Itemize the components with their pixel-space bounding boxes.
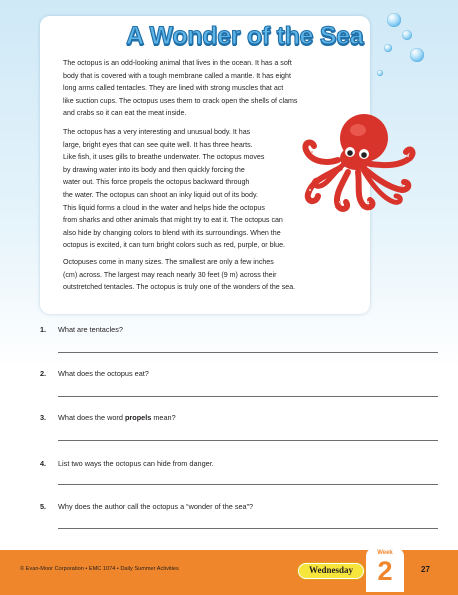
text-line: Octopuses come in many sizes. The smallest are only a few inches [63, 258, 274, 266]
text-line: large, bright eyes that can see quite well. It has three hearts. [63, 140, 253, 149]
day-badge: Wednesday [298, 563, 364, 579]
question-4 [40, 459, 214, 468]
question-text: What does the word [58, 413, 125, 422]
bubble-icon [402, 30, 412, 40]
text-line: octopus is excited, it can turn bright colors such as red, purple, or blue. [63, 241, 285, 250]
question-text-end: mean? [151, 413, 176, 422]
week-label: Week [377, 550, 393, 556]
answer-line-1[interactable] [58, 352, 438, 353]
text-line: body that is covered with a tough membrane called a mantle. It has eight [63, 71, 291, 80]
question-number: 4. [40, 459, 47, 468]
text-line: outstretched tentacles. The octopus is truly one of the wonders of the sea. [63, 283, 296, 292]
text-line: water out. This force propels the octopus backward through [63, 178, 250, 187]
question-number: 1. [40, 325, 47, 334]
text-line: Like fish, it uses gills to breathe underwater. The octopus moves [63, 153, 265, 162]
copyright-text: © Evan-Moor Corporation • EMC 1074 • Daily Summer Activities [20, 566, 179, 572]
text-line: This liquid forms a cloud in the water and helps hide the octopus [63, 203, 265, 212]
text-line: also hide by changing colors to blend with its surroundings. When the [63, 228, 281, 237]
text-line: the water. The octopus can shoot an inky liquid out of its body. [63, 190, 258, 199]
bubble-icon [384, 44, 392, 52]
question-text: What are tentacles? [58, 325, 123, 334]
text-line: (cm) across. The largest may reach nearly 30 feet (9 m) across their [63, 270, 277, 279]
answer-line-5[interactable] [58, 528, 438, 529]
question-2 [40, 369, 149, 378]
article-title: A Wonder of the Sea [126, 22, 364, 50]
vocab-word: propels [124, 413, 152, 422]
week-number: 2 [377, 556, 393, 586]
question-number: 3. [40, 413, 47, 422]
question-text: List two ways the octopus can hide from danger. [58, 459, 214, 468]
answer-line-3[interactable] [58, 440, 438, 441]
paragraph-2 [63, 126, 285, 252]
question-1 [40, 325, 123, 334]
answer-line-2[interactable] [58, 396, 438, 397]
question-number: 2. [40, 369, 47, 378]
question-5 [40, 502, 253, 511]
text-line: like suction cups. The octopus uses them to crack open the shells of clams [63, 96, 298, 105]
question-text: What does the octopus eat? [58, 369, 149, 378]
question-3 [40, 413, 176, 422]
paragraph-3 [63, 256, 295, 294]
bubble-icon [387, 13, 401, 27]
bubble-icon [377, 70, 383, 76]
text-line: long arms called tentacles. They are lined with strong muscles that act [63, 84, 284, 93]
bubble-icon [410, 48, 424, 62]
text-line: from sharks and other animals that might try to eat it. The octopus can [63, 216, 283, 225]
octopus-icon [298, 110, 426, 214]
paragraph-1 [63, 57, 297, 120]
text-line: and crabs so it can eat the meat inside. [63, 109, 187, 118]
question-number: 5. [40, 502, 47, 511]
question-text: Why does the author call the octopus a “wonder of the sea”? [58, 502, 254, 511]
text-line: The octopus is an odd-looking animal that lives in the ocean. It has a soft [63, 59, 292, 67]
text-line: by drawing water into its body and then quickly forcing the [63, 165, 245, 174]
answer-line-4[interactable] [58, 484, 438, 485]
text-line: The octopus has a very interesting and unusual body. It has [63, 128, 251, 136]
page-number: 27 [421, 565, 430, 574]
